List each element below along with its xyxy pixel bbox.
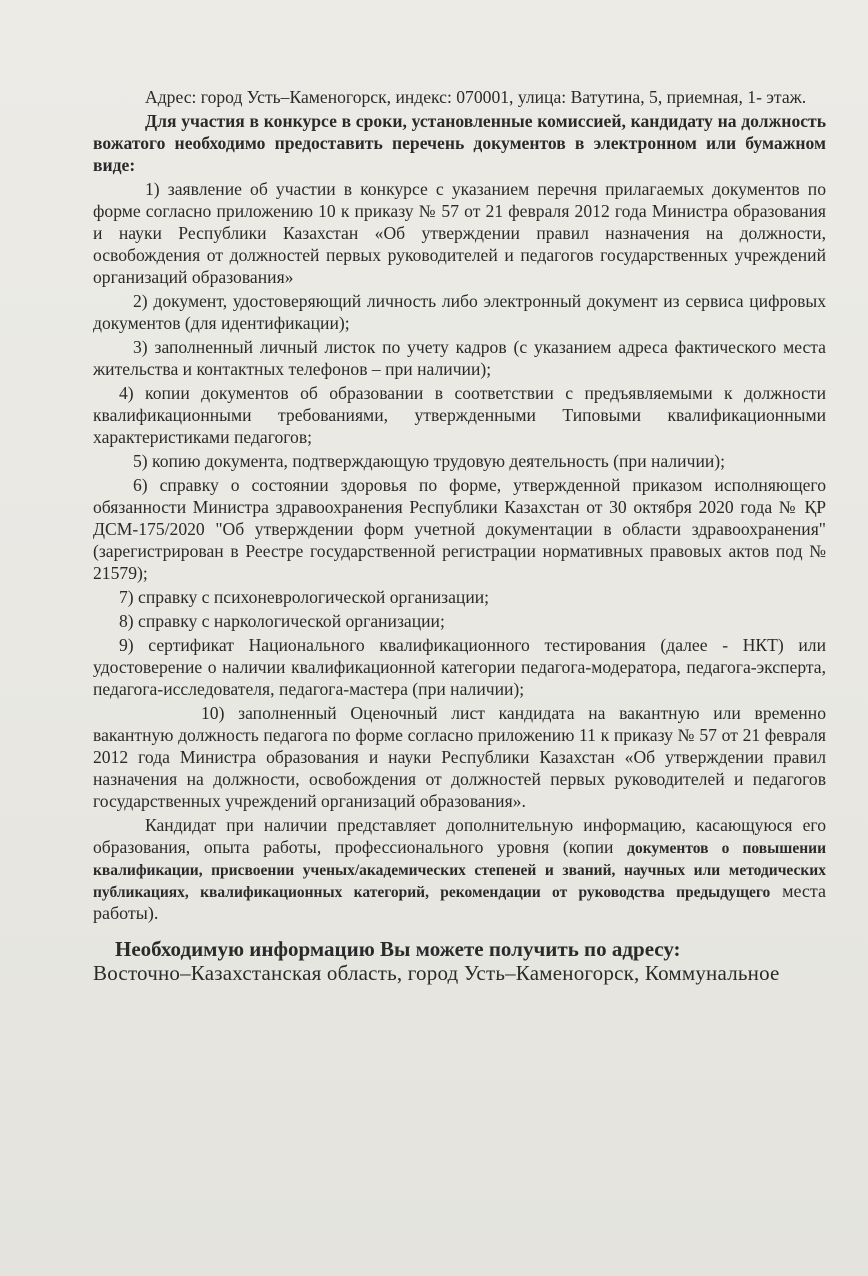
- additional-info-text: Кандидат при наличии представляет дополнительную информацию, касающуюся его образования, опыта работы, профессионального уровня (копии: [93, 815, 826, 857]
- list-item-1: 1) заявление об участии в конкурсе с указанием перечня прилагаемых документов по форме согласно приложению 10 к приказу № 57 от 21 февраля 2012 года Министра образования и науки Республики Казахстан «Об утверждении правил назначения на должности, освобождения от должностей первых руководителей и педагогов государственных учреждений организаций образования»: [93, 179, 826, 287]
- list-item-2: 2) документ, удостоверяющий личность либо электронный документ из сервиса цифровых документов (для идентификации);: [93, 291, 826, 333]
- contact-heading: Необходимую информацию Вы можете получить по адресу:: [115, 937, 681, 961]
- list-item-7: 7) справку с психоневрологической организации;: [119, 587, 490, 607]
- list-item-3: 3) заполненный личный листок по учету кадров (с указанием адреса фактического места жительства и контактных телефонов – при наличии);: [93, 337, 826, 379]
- additional-info-bold-text: документов о повышении квалификации, присвоении ученых/академических степеней и званий, научных или методических публикациях, квалификационных категорий, рекомендации от руководства предыдущего: [93, 840, 826, 901]
- list-item-8: 8) справку с наркологической организации;: [119, 611, 445, 631]
- contact-address-line: Восточно–Казахстанская область, город Усть–Каменогорск, Коммунальное: [93, 961, 780, 985]
- address-paragraph: Адрес: город Усть–Каменогорск, индекс: 070001, улица: Ватутина, 5, приемная, 1- этаж.: [145, 87, 807, 107]
- list-item-5: 5) копию документа, подтверждающую трудовую деятельность (при наличии);: [133, 451, 726, 471]
- list-item-6: 6) справку о состоянии здоровья по форме, утвержденной приказом исполняющего обязанности Министра здравоохранения Республики Казахстан от 30 октября 2020 года № ҚР ДСМ-175/2020 "Об утверждении форм учетной документации в области здравоохранения" (зарегистрирован в Реестре государственной регистрации нормативных правовых актов под № 21579);: [93, 475, 826, 583]
- list-item-9: 9) сертификат Национального квалификационного тестирования (далее - НКТ) или удостоверение о наличии квалификационной категории педагога-модератора, педагога-эксперта, педагога-исследователя, педагога-мастера (при наличии);: [93, 635, 826, 699]
- list-item-10: 10) заполненный Оценочный лист кандидата на вакантную или временно вакантную должность педагога по форме согласно приложению 11 к приказу № 57 от 21 февраля 2012 года Министра образования и науки Республики Казахстан «Об утверждении правил назначения на должности, освобождения от должностей первых руководителей и педагогов государственных учреждений организаций образования».: [93, 703, 826, 811]
- additional-info-paragraph: [93, 814, 826, 924]
- requirements-heading: Для участия в конкурсе в сроки, установленные комиссией, кандидату на должность вожатого необходимо предоставить перечень документов в электронном или бумажном виде:: [93, 111, 826, 175]
- document-body: [93, 86, 826, 986]
- additional-info-tail: места работы).: [93, 881, 826, 923]
- list-item-4: 4) копии документов об образовании в соответствии с предъявляемыми к должности квалификационными требованиями, утвержденными Типовыми квалификационными характеристиками педагогов;: [93, 383, 826, 447]
